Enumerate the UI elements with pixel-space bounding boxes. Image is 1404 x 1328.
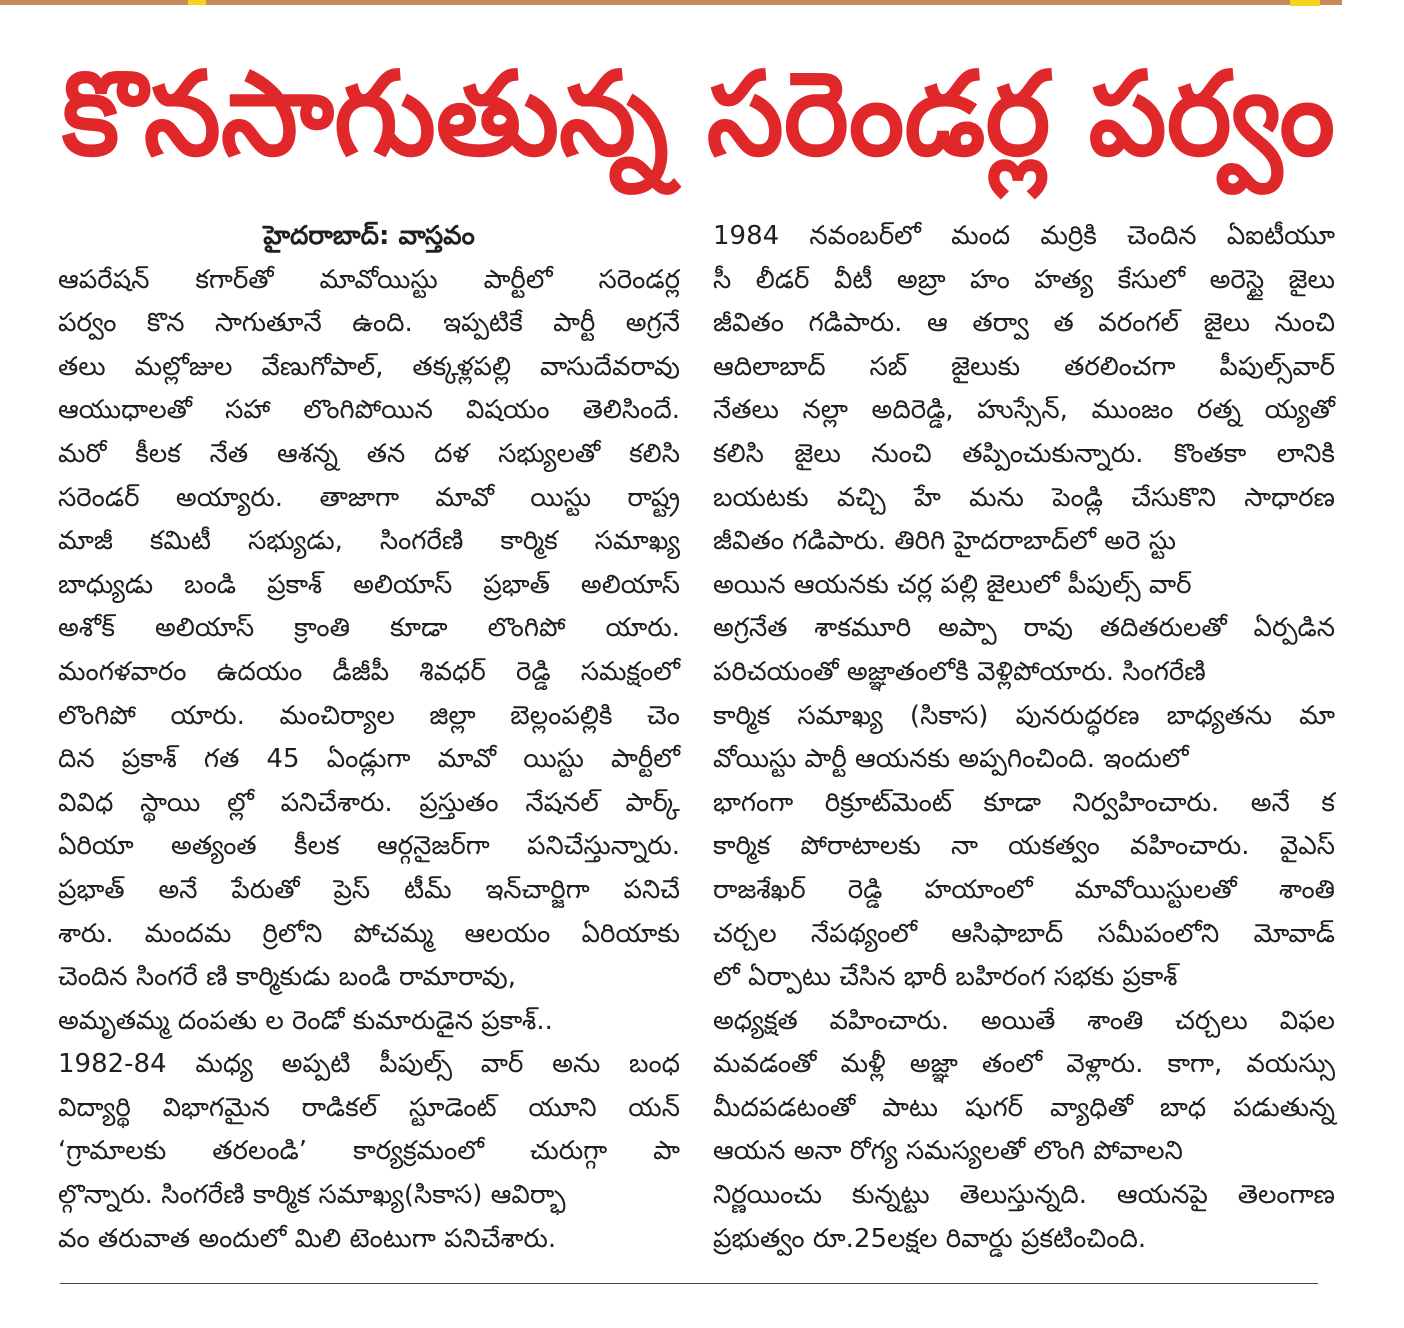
right-column-line: వోయిస్టు పార్టీ ఆయనకు అప్పగించింది. ఇందులో: [713, 744, 1189, 775]
right-column-line: జీవితం గడిపారు. తిరిగి హైదరాబాద్‌లో అరె స్టు: [713, 526, 1177, 557]
left-column-line: లొంగిపో యారు. మంచిర్యాల జిల్లా బెల్లంపల్లికి చెం: [58, 700, 680, 731]
right-column-line: కార్మిక పోరాటాలకు నా యకత్వం వహించారు. వైఎస్: [713, 831, 1335, 862]
left-column-line: ఆయుధాలతో సహా లొంగిపోయిన విషయం తెలిసిందే.: [58, 395, 680, 426]
left-column-line: చెందిన సింగరే ణి కార్మికుడు బండి రామారావు,: [58, 962, 516, 993]
left-column-line: తలు మల్లోజుల వేణుగోపాల్, తక్కళ్లపల్లి వాసుదేవరావు: [58, 351, 680, 382]
left-column-line: ల్గొన్నారు. సింగరేణి కార్మిక సమాఖ్య(సికాస) ఆవిర్భా: [58, 1180, 566, 1211]
left-column-line: 1982-84 మధ్య అప్పటి పీపుల్స్ వార్ అను బంధ: [58, 1049, 680, 1080]
right-column-line: అధ్యక్షత వహించారు. అయితే శాంతి చర్చలు విఫల: [713, 1005, 1335, 1036]
left-column-line: ‘గ్రామాలకు తరలండి’ కార్యక్రమంలో చురుగ్గా పా: [58, 1136, 680, 1167]
right-column-line: పరిచయంతో అజ్ఞాతంలోకి వెళ్లిపోయారు. సింగరేణి: [713, 656, 1206, 687]
right-column-line: ఆయన అనా రోగ్య సమస్యలతో లొంగి పోవాలని: [713, 1136, 1183, 1167]
right-column-line: భాగంగా రిక్రూట్‌మెంట్ కూడా నిర్వహించారు. అనే క: [713, 787, 1335, 818]
right-column-line: బయటకు వచ్చి హే మను పెండ్లి చేసుకొని సాధారణ: [713, 482, 1335, 513]
right-column-line: కార్మిక సమాఖ్య (సికాస) పునరుద్ధరణ బాధ్యతను మా: [713, 700, 1335, 731]
left-column-line: విద్యార్థి విభాగమైన రాడికల్ స్టూడెంట్ యూని యన్: [58, 1092, 680, 1123]
right-column-line: 1984 నవంబర్‌లో మంద మర్రికి చెందిన ఏఐటీయూ: [713, 221, 1335, 251]
bottom-rule: [60, 1283, 1318, 1284]
left-column-line: ఆపరేషన్ కగార్‌తో మావోయిస్టు పార్టీలో సరెండర్ల: [58, 264, 680, 295]
left-column-line: అమృతమ్మ దంపతు ల రెండో కుమారుడైన ప్రకాశ్..: [58, 1005, 553, 1036]
top-yellow-mark: [1290, 0, 1320, 6]
right-column-line: ఆదిలాబాద్ సబ్ జైలుకు తరలించగా పీపుల్స్‌వార్: [713, 351, 1335, 382]
right-column-line: లో ఏర్పాటు చేసిన భారీ బహిరంగ సభకు ప్రకాశ్: [713, 962, 1178, 993]
right-column-line: ప్రభుత్వం రూ.25లక్షల రివార్డు ప్రకటించింది.: [713, 1223, 1147, 1254]
right-column-line: మవడంతో మళ్లీ అజ్ఞా తంలో వెళ్లారు. కాగా, వయస్సు: [713, 1049, 1335, 1080]
left-column: [58, 215, 680, 1261]
right-column: [713, 215, 1335, 1261]
left-column-line: దిన ప్రకాశ్ గత 45 ఏండ్లుగా మావో యిస్టు పార్టీలో: [58, 744, 680, 775]
left-column-line: శారు. మందమ ర్రిలోని పోచమ్మ ఆలయం ఏరియాకు: [58, 918, 680, 949]
right-column-line: చర్చల నేపథ్యంలో ఆసిఫాబాద్ సమీపంలోని మోవాడ్: [713, 918, 1335, 949]
right-column-line: నేతలు నల్లా అదిరెడ్డి, హుస్సేన్, ముంజం రత్న య్యతో: [713, 395, 1335, 426]
right-column-line: జీవితం గడిపారు. ఆ తర్వా త వరంగల్ జైలు నుంచి: [713, 308, 1335, 339]
left-column-line: మరో కీలక నేత ఆశన్న తన దళ సభ్యులతో కలిసి: [58, 438, 680, 469]
left-column-line: వం తరువాత అందులో మిలి టెంటుగా పనిచేశారు.: [58, 1223, 557, 1254]
left-column-line: వివిధ స్థాయి ల్లో పనిచేశారు. ప్రస్తుతం నేషనల్ పార్క్: [58, 787, 680, 818]
left-column-line: మాజీ కమిటీ సభ్యుడు, సింగరేణి కార్మిక సమాఖ్య: [58, 526, 680, 557]
top-yellow-mark: [188, 0, 206, 5]
left-column-line: ఏరియా అత్యంత కీలక ఆర్గనైజర్‌గా పనిచేస్తున్నారు.: [58, 831, 680, 862]
dateline: హైదరాబాద్: వాస్తవం: [263, 221, 475, 251]
headline: కొనసాగుతున్న సరెండర్ల పర్వం: [62, 47, 1335, 182]
left-column-line: ప్రభాత్ అనే పేరుతో ప్రెస్ టీమ్ ఇన్‌చార్జిగా పనిచే: [58, 874, 680, 905]
left-column-line: మంగళవారం ఉదయం డీజీపీ శివధర్ రెడ్డి సమక్షంలో: [58, 656, 680, 687]
right-column-line: కలిసి జైలు నుంచి తప్పించుకున్నారు. కొంతకా లానికి: [713, 438, 1335, 469]
right-column-line: మీదపడటంతో పాటు షుగర్ వ్యాధితో బాధ పడుతున్న: [713, 1092, 1335, 1123]
right-column-line: రాజశేఖర్ రెడ్డి హయాంలో మావోయిస్టులతో శాంతి: [713, 874, 1335, 905]
left-column-line: అశోక్ అలియాస్ క్రాంతి కూడా లొంగిపో యారు.: [58, 613, 680, 644]
left-column-line: బాధ్యుడు బండి ప్రకాశ్ అలియాస్ ప్రభాత్ అలియాస్: [58, 569, 680, 600]
left-column-line: సరెండర్ అయ్యారు. తాజాగా మావో యిస్టు రాష్ట్ర: [58, 482, 680, 513]
left-column-line: పర్వం కొన సాగుతూనే ఉంది. ఇప్పటికే పార్టీ అగ్రనే: [58, 308, 680, 339]
right-column-line: అగ్రనేత శాకమూరి అప్పా రావు తదితరులతో ఏర్పడిన: [713, 613, 1335, 644]
right-column-line: సీ లీడర్ వీటీ అబ్రా హం హత్య కేసులో అరెస్టై జైలు: [713, 264, 1335, 295]
right-column-line: అయిన ఆయనకు చర్ల పల్లి జైలులో పీపుల్స్ వార్: [713, 569, 1192, 600]
right-column-line: నిర్ణయించు కున్నట్టు తెలుస్తున్నది. ఆయనపై తెలంగాణ: [713, 1180, 1335, 1211]
